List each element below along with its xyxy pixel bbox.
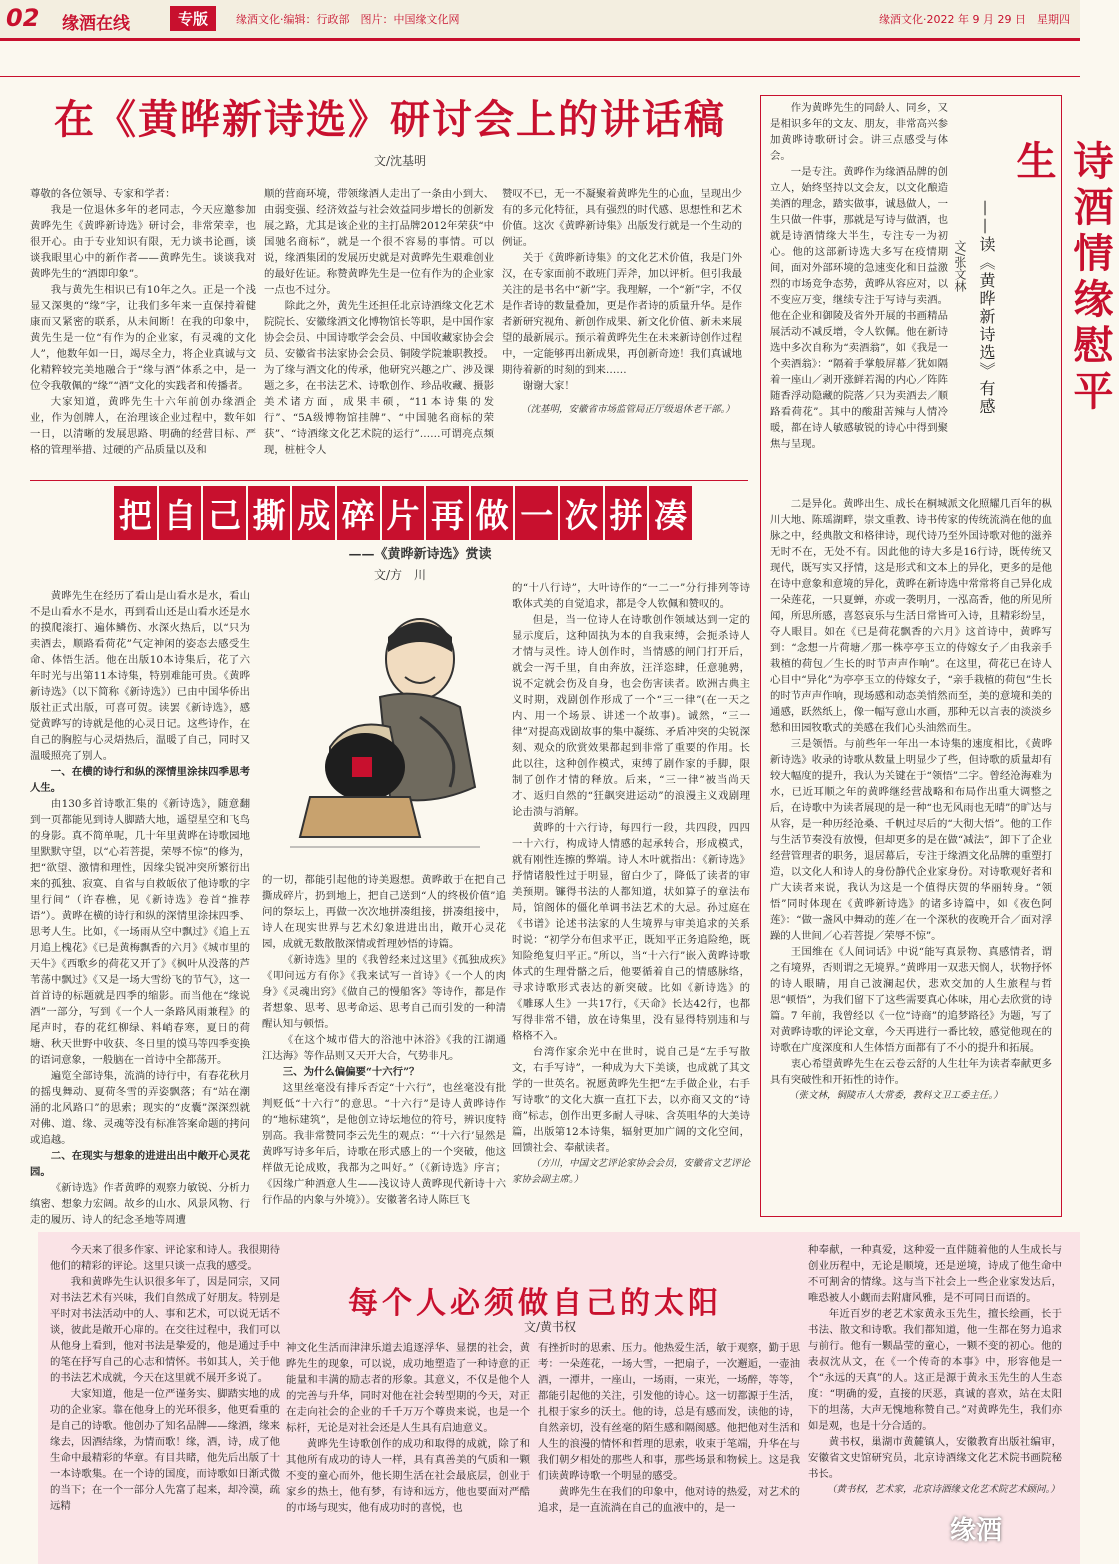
article3-byline: 文/张文林 [953, 240, 967, 293]
paragraph: 遍览全部诗集，流淌的诗行中，有春花秋月的摇曳舞动、夏荷冬雪的弄姿飘落；有“站在潮涌的北风路口”的思索；现实的“皮囊”深深烈就对佛、道、缘、灵魂等没有标准答案命题的拷问或追越。 [30, 1070, 250, 1146]
title-char: 一 [515, 486, 558, 540]
paragraph: 除此之外，黄先生还担任北京诗酒缘文化艺术院院长、安徽缘酒文化博物馆长等职，是中国作家协会会员、中国诗歌学会会员、中国收藏家协会会员、安徽省书法家协会会员、铜陵学院兼职教授。为了缘与酒文化的传承，他研究兴趣之广、涉及课题之多，在书法艺术、诗歌创作、珍品收藏、摄影美术诸方面，成果丰硕，“11本诗集的发行”、“5A级博物馆挂牌”、“中国驰名商标的荣获”、“诗酒缘文化艺术院的运行”……可谓亮点频现，桩桩令人 [264, 300, 494, 456]
article1-col1 [30, 186, 256, 476]
article2-byline: 文/方 川 [373, 568, 427, 582]
title-char: 自 [159, 486, 202, 540]
divider [30, 480, 748, 481]
article1-byline: 文/沈基明 [373, 154, 427, 168]
section-heading: 二、在现实与想象的进进出出中敞开心灵花园。 [30, 1150, 250, 1178]
article3-subtitle: ——读《黄晔新诗选》有感 [977, 200, 996, 416]
article4-col1 [50, 1242, 280, 1560]
article3-title: 诗酒情缘慰平生 [1010, 140, 1113, 416]
paragraph: 年近百岁的老艺术家黄永玉先生，擅长绘画，长于书法、散文和诗歌。我们都知道，他一生都在努力追求与前行。他有一颗晶莹的童心，一颗不变的初心。他的表叔沈从文，在《一个传奇的本事》中，形容他是一个“永远的天真”的人。这正是源于黄永玉先生的人生态度：“明确的爱，直接的厌恶，真诚的喜欢，站在太阳下的坦荡，大声无愧地称赞自己。”对黄晔先生，我们亦如是观，也是十分合适的。 [808, 1308, 1062, 1432]
title-char: 片 [382, 486, 425, 540]
title-char: 次 [560, 486, 603, 540]
title-char: 再 [426, 486, 469, 540]
paragraph: 种奉献，一种真爱，这种爱一直伴随着他的人生成长与创业历程中，无论是顺境，还是逆境，诗成了他生命中不可割舍的情缘。这与当下社会上一些企业家发达后，唯恐被人小觑而去附庸风雅，是不可同日而语的。 [808, 1244, 1062, 1304]
paragraph: 顺的营商环境，带领缘酒人走出了一条由小到大、由弱变强、经济效益与社会效益同步增长的创新发展之路，尤其是该企业的主打品牌2012年荣获“中国驰名商标”，就是一个很不容易的事情。可以说，缘酒集团的发展历史就是对黄晔先生艰难创业的最好佐证。称赞黄晔先生是一位有作为的企业家一点也不过分。 [264, 188, 494, 296]
paragraph: 王国维在《人间词话》中说“能写真景物、真感情者，谓之有境界，否则谓之无境界。”黄晔用一双悲天悯人，状物抒怀的诗人眼睛，用自己波澜起伏，悲欢交加的人生旅程与哲思“顿悟”，为我们留下了这些需要真心体味，用心去欣赏的诗篇。7 年前，我曾经以《一位“诗商”的追梦路径》为题，写了对黄晔诗歌的评论文章，今天再进行一番比较，感觉他现在的诗歌在广度深度和人生体悟方面都有了不小的提升和拓展。 [770, 946, 1052, 1054]
title-char: 撕 [248, 486, 291, 540]
article2-col2 [262, 872, 506, 1220]
paragraph: 《在这个城市借大的浴池中沐浴》《我的江湖通江达海》等作品则又天开大合，气势非凡。 [262, 1034, 506, 1062]
paragraph: 今天来了很多作家、评论家和诗人。我很期待他们的精彩的评论。这里只谈一点我的感受。 [50, 1244, 280, 1272]
author-note: （黄书权，艺术家，北京诗酒缘文化艺术院艺术顾问。） [827, 1484, 1060, 1495]
paragraph: 黄晔先生诗歌创作的成功和取得的成就，除了和其他所有成功的诗人一样，具有真善美的气质和一颗不变的童心而外，他长期生活在社会最底层，创业于家乡的热土，他有梦，有诗和远方，他也要面对严酷的市场与现实，他有成功时的喜悦，也 [286, 1438, 530, 1514]
paragraph: 黄晔先生在经历了看山是山看水是水，看山不是山看水不是水，再到看山还是山看水还是水的摸爬滚打、遍体鳞伤、水深火热后，以“只为卖酒去，顺路看荷花”气定神闲的姿态去感受生命、体悟生活。他在出版10本诗集后，花了六年时光与出第11本诗集，特别难能可贵。《黄晔新诗选》（以下简称《新诗选》）已由中国华侨出版社正式出版，可喜可贺。读罢《新诗选》，感觉黄晔写的诗就是他的心灵日记。这些诗作，在自己的胸腔与心灵焐热后，温暖了自己，同时又温暖照亮了别人。 [30, 590, 250, 762]
paragraph: 这里丝毫没有排斥否定“十六行”，也丝毫没有批判贬低“十六行”的意思。“十六行”是诗人黄晔诗作的“地标建筑”，是他创立诗坛地位的符号，辨识度特别高。我非常赞同李云先生的观点：“‘十六行’显然是黄晔写诗多年后，诗歌在形式感上的一个突破，他这样做无论成败，我都为之叫好。”（《新诗选》序言；《因缘广种酒意人生——浅议诗人黄晔现代新诗十六行作品的内象与外境》）。安徽著名诗人陈巨飞 [262, 1082, 506, 1206]
watermark-logo [950, 1510, 1070, 1550]
article4-col2 [286, 1340, 530, 1560]
paragraph: 黄书权，巢湖市黄麓镇人，安徽教育出版社编审，安徽省文史馆研究员，北京诗酒缘文化艺术院书画院秘书长。 [808, 1436, 1062, 1480]
article2-col1 [30, 588, 250, 1226]
paragraph: 神文化生活而津津乐道去追逐浮华、显摆的社会，黄晔先生的现象，可以说，成功地塑造了一种诗意的正能量和丰满的励志者的形象。其意义，不仅是他个人的完善与升华，同时对他在社会转型期的今天，对正在走向社会的企业的千千万万个尊贵来说，也是一个标杆，无论是对社会还是人生具有启迪意义。 [286, 1342, 530, 1434]
paragraph: 谢谢大家！ [522, 380, 575, 392]
paragraph: 有挫折时的思索、压力。他热爱生活，敏于观察，勤于思考：一朵莲花，一场大雪，一把扇子，一次邂逅，一壶油酒，一潭井，一座山，一场雨，一束光，一场醉，等等，都能引起他的关注，引发他的诗心。这一切都源于生活，扎根于家乡的沃土。他的诗，总是有感而发，读他的诗，自然亲切，没有丝毫的陌生感和隔阂感。他把他对生活和人生的浪漫的情怀和哲理的思索，收束于笔端，升华在与我们朝夕相处的那些人和事，那些场景和物候上。这是我们读黄晔诗歌一个明显的感受。 [538, 1342, 800, 1482]
paragraph: 二是异化。黄晔出生、成长在桐城派文化照耀几百年的枞川大地、陈瑶湖畔，崇文重教、诗书传家的传统流淌在他的血脉之中，经典散文和格律诗，现代诗乃至外国诗歌对他的滋养无时不在，无处不有。因此他的诗大多是16行诗，既传统又现代，既写实又抒情，这是形式和文本上的异化，更多的是他在诗中意象和意境的异化，黄晔在新诗选中常常将自己异化成一朵莲花，一只夏蝉，亦或一袭明月，一泓高香，他的所见所闻，所思所感，喜怒哀乐与生活日常皆可入诗，且精彩纷呈，夺人眼目。如在《已是荷花飘香的六月》这首诗中，黄晔写到：“念想一片荷塘／那一株亭亭玉立的侍嫁女子／由我亲手栽植的荷包／生长的时节声声作响”。在这里，荷花已在诗人心目中“异化”为亭亭玉立的侍嫁女子，“亲手栽植的荷包”生长的时节声声作响，现场感和动态美悄然而至，美的意境和美的通感，跃然纸上，像一幅写意山水画，那种无以言表的淡淡乡愁和田园牧歌式的美感在我们心头油然而生。 [770, 498, 1052, 734]
article1-col2 [264, 186, 494, 476]
paragraph: 大家知道，黄晔先生十六年前创办缘酒企业，作为创牌人，在治理该企业过程中，数年如一日，以清晰的发展思路、明确的经营目标、严格的管理举措、过硬的产品质量以及和 [30, 396, 256, 456]
title-char: 把 [114, 486, 157, 540]
author-note: （方川，中国文艺评论家协会会员，安徽省文艺评论家协会副主席。） [512, 1158, 750, 1185]
paragraph: 黄晔先生在我们的印象中，他对诗的热爱，对艺术的追求，是一直流淌在自己的血液中的，是一 [538, 1486, 800, 1514]
section-badge: 专版 [170, 6, 216, 31]
paragraph: 衷心希望黄晔先生在云卷云舒的人生壮年为读者奉献更多具有突破性和开拓性的诗作。 [770, 1058, 1052, 1086]
article4-col3 [538, 1340, 800, 1560]
section-heading: 三、为什么偏偏要“十六行”？ [282, 1066, 420, 1078]
paragraph: 大家知道，他是一位严谨务实、脚踏实地的成功的企业家。靠在他身上的光环很多，他更看重的是自己的诗歌。他创办了知名品牌——缘酒，缘来缘去，因酒结缘，为情而歌！缘，酒，诗，成了他生命中最精彩的华章。有目共睹，他先后出版了十一本诗歌集。在一个诗的国度，而诗歌如日渐式微的当下；在一个一部分人先富了起来，却冷漠，疏远精 [50, 1388, 280, 1512]
article3-body [770, 496, 1052, 1212]
paragraph: 我是一位退休多年的老同志，今天应邀参加黄晔先生《黄晔新诗选》研讨会，非常荣幸，也很开心。由于专业知识有限，无力谈书论画，谈谈我眼里心中的新作者——黄晔先生。谈谈我对黄晔先生的“酒即印象”。 [30, 204, 256, 280]
article2-col3 [512, 580, 750, 1220]
paragraph: 的“十八行诗”，大叶诗作的“一二一”分行排列等诗歌体式美的自觉追求，都是令人钦佩和赞叹的。 [512, 582, 750, 610]
article2-subtitle: ——《黄晔新诗选》赏读 [348, 547, 492, 562]
paragraph: 台湾作家余光中在世时，说自己是“左手写散文，右手写诗”，一种成为大下美谈，也成就了其文学的一世英名。祝愿黄晔先生把“左手做企业，右手写诗歌”的文化大旗一直扛下去，以亦商又文的“诗商”标志，创作出更多耐人寻味、含英咀华的大美诗篇，出版第12本诗集，辐射更加广阔的文化空间，回馈社会、奉献读者。 [512, 1046, 750, 1154]
paragraph: 尊敬的各位领导、专家和学者： [30, 188, 176, 200]
editor-credits: 缘酒文化·编辑：行政部 图片：中国缘文化网 [236, 13, 460, 26]
title-char: 己 [203, 486, 246, 540]
paragraph: 我和黄晔先生认识很多年了，因是同宗，又同对书法艺术有兴味，我们自然成了好朋友。特别是平时对书法活动中的人、事和艺术，可以说无话不谈，彼此是敞开心扉的。在交往过程中，我们可以从他身上看到，他对书法是挚爱的，他是通过手中的笔在抒写自己的心志和情怀。书如其人，关于他的书法艺术成就，今天在这里就不展开多说了。 [50, 1276, 280, 1384]
paragraph: 《新诗选》里的《我曾经来过这里》《孤独成疾》《叩问远方有你》《我来试写一首诗》《一个人的肉身》《灵魂出窍》《做自己的慢船客》等诗作，都是作者想象、思考、思考命运、思考自己而引发的一种清醒认知与顿悟。 [262, 954, 506, 1030]
page-number: 02 [6, 4, 40, 32]
paragraph: 赞叹不已，无一不凝聚着黄晔先生的心血，呈现出少有的多元化特征，具有强烈的时代感、思想性和艺术价值。这次《黄晔新诗集》出版发行就是一个生动的例证。 [502, 188, 742, 248]
paragraph: 作为黄晔先生的同龄人、同乡，又是相识多年的文友、朋友，非常高兴参加黄晔诗歌研讨会。讲三点感受与体会。 [770, 102, 948, 162]
title-char: 凑 [649, 486, 692, 540]
paragraph: 黄晔的十六行诗，每四行一段，共四段，四四一十六行，构成诗人情感的起承转合，形成模式，就有刚性连擦的弊端。诗人木叶就指出：《新诗选》抒情诸般性过于明显，留白少了，降低了读者的审美预期。镰得书法的人都知道，状如算子的章法布局，馆阁体的僵化单调书法艺术的大忌。孙过庭在《书谱》论述书法家的人生境界与审美追求的关系时说：“初学分布但求平正，既知平正务追险绝，既知险绝复归平正。”所以，当“十六行”嵌入黄晔诗歌体式的生理骨骼之后，他要循着自己的情感脉络，寻求诗歌形式表达的新突破。比如《新诗选》的《雕琢人生》一共17行，《天命》长达42行，也都写得非常不错，放在诗集里，没有显得特别违和与格格不入。 [512, 822, 750, 1042]
section-title: 缘酒在线 [62, 14, 130, 34]
paragraph: 三是领悟。与前些年一年出一本诗集的速度相比，《黄晔新诗选》收录的诗歌从数量上明显少了些，但诗歌的质量却有较大幅度的提升，我认为关键在于“领悟”二字。曾经沧海难为水，已近耳顺之年的黄晔继经营战略和布局作出重大调整之后，在诗歌中为读者展现的是一种“也无风雨也无晴”的旷达与从容，是一种历经沧桑、千帆过尽后的“大彻大悟”。他的工作与生活节奏没有放慢，但却更多的是在做“减法”，卸下了企业经营管理者的职务，退居幕后，专注于缘酒文化品牌的重塑打造，以文化人和诗人的身份静代企业家身份。对诗歌观好者和广大读者来说，我认为这是一个值得庆贺的华丽转身。“领悟”同时体现在《黄晔新诗选》的诸多诗篇中，如《夜色阿莲》：“做一盏风中舞动的莲／在一个深秋的夜晚开合／面对浮躁的人世间／心若菩提／荣辱不惊”。 [770, 738, 1052, 942]
article3-lead [770, 100, 948, 490]
paragraph: 我与黄先生相识已有10年之久。正是一个浅显又深奥的“缘”字，让我们多年来一直保持着健康而又紧密的联系，从未间断！在我的印象中，黄先生是一位“有作为的企业家，有灵魂的文化人”，他数年如一日，竭尽全力，将企业真诚与文化精粹较完美地融合于“缘与酒”体系之中，是一位令我敬佩的“缘”“酒”文化的实践者和传播者。 [30, 284, 256, 392]
title-char: 做 [471, 486, 514, 540]
ink-figure-tying-bundle-image [270, 597, 500, 867]
paragraph: 的一切，都能引起他的诗美遐想。黄晔敢于在把自己撕成碎片，扔到地上，把自己送到“人的终极价值”追问的祭坛上，再做一次次地拼凑组接，拼凑组接中，诗人在现实世界与艺术幻象进进出出，敞开心灵花园，成就无数散散深情或哲理妙悟的诗篇。 [262, 874, 506, 950]
article1-title: 在《黄晔新诗选》研讨会上的讲话稿 [54, 97, 726, 143]
section-heading: 一、在横的诗行和纵的深情里涂抹四季思考人生。 [30, 766, 250, 794]
article2-title [113, 486, 693, 540]
article4-title: 每个人必须做自己的太阳 [348, 1286, 722, 1321]
author-note: （张文林，铜陵市人大常委，教科文卫工委主任。） [789, 1090, 1003, 1101]
article4-byline: 文/黄书权 [523, 1320, 577, 1334]
page-header [0, 0, 1080, 41]
issue-date: 缘酒文化·2022 年 9 月 29 日 星期四 [879, 13, 1070, 26]
title-char: 成 [292, 486, 335, 540]
title-char: 拼 [605, 486, 648, 540]
author-note: （沈基明，安徽省市场监管局正厅级退休老干部。） [521, 404, 735, 415]
paragraph: 《新诗选》作者黄晔的观察力敏锐、分析力缜密、想象力宏阔。故乡的山水、风景风物、行走的履历、诗人的纪念圣地等周遭 [30, 1182, 250, 1226]
paragraph: 但是，当一位诗人在诗歌创作领域达到一定的显示度后，这种固执为本的自我束缚，会扼杀诗人才情与灵性。诗人创作时，当情感的闸门打开后，就会一泻千里，自由奔放，汪洋恣肆，任意驰骋，说不定就会伤及自身，也会伤害读者。欧洲古典主义时期，戏剧创作形成了一个“三一律”(在一天之内、用一个场景、讲述一个故事)。诚然，“三一律”对提高戏剧故事的集中凝练、矛盾冲突的尖锐深刻、观众的欣赏效果都起到非常了重要的作用。长此以往，这种创作模式，束缚了剧作家的手脚，限制了创作才情的释放。后来，“三一律”被当尚天才、返归自然的“狂飙突进运动”的浪漫主义戏剧理论击溃与消解。 [512, 614, 750, 818]
paragraph: 一是专注。黄晔作为缘酒品牌的创立人，始终坚持以文会友，以文化酿造美酒的理念，踏实做事，诚恳做人，一生只做一件事，那就是写诗与做酒，也就是诗酒情缘大半生，专注专一为初心。他的这部新诗选大多写在疫情期间，面对外部环境的急速变化和日益激烈的市场竞争态势，黄晔从容应对，以不变应万变，继续专注于写诗与卖酒。他在企业和御陵及省外开展的书画精品展活动不减反增，令人钦佩。他在新诗选中多次自称为“卖酒翁”，如《我是一个卖酒翁》：“隔着手掌般屏幕／犹如隔着一座山／剥开涨鲜若渴的内心／阵阵随香浮动隐藏的院落／只为卖酒去／顺路看荷花”。其中的酸甜苦辣与人情冷暖，都在诗人敏感敏锐的诗心中得到聚焦与呈现。 [770, 166, 948, 450]
divider [0, 76, 1080, 77]
watermark-text: 缘酒 [950, 1516, 1003, 1546]
title-char: 碎 [337, 486, 380, 540]
paragraph: 由130多首诗歌汇集的《新诗选》，随意翻到一页都能见到诗人脚踏大地，遥望星空和飞鸟的身影。真不简单呢，几十年里黄晔在诗歌园地里默默守望，以“心若菩提，荣辱不惊”的修为，把“欲望、激情和理性，因缘尖锐冲突所繁衍出来的孤独、寂寞、自省与自救皈依了他诗歌的字里行间”（许春樵，见《新诗选》卷首“推荐语”）。黄晔在横的诗行和纵的深情里涂抹四季、思考人生。比如，《一场雨从空中飘过》《追上五月追上槐花》《已是黄梅飘香的六月》《城市里的天牛》《西歌乡的荷花又开了》《枫叶从没落的芦苇荡中飘过》《又是一场大雪纷飞的节气》，这一首首诗的标题就是四季的缩影。而当他在“缘说酒”一部分，写到《一个人一条路风雨兼程》的尾声时，春的花红柳绿、料峭春寒，夏日的荷塘、秋天世野中收获、冬日里的馍马等四季变换的语词意象，一般脑在一首诗中全都荡开。 [30, 798, 250, 1066]
article1-col3 [502, 186, 742, 476]
paragraph: 关于《黄晔新诗集》的文化艺术价值，我是门外汉，在专家面前不敢班门弄斧，加以评析。但引我最关注的是书名中“新”字。我理解，一个“新”字，不仅是作者诗的数量叠加，更是作者诗的质量升华。是作者新研究视角、新创作成果、新文化价值、新未来展望的最新展示。预示着黄晔先生在未来新诗创作过程中，一定能够再出新成果，再创新奇迹！我们真诚地期待着新的时刻的到来…… [502, 252, 742, 376]
